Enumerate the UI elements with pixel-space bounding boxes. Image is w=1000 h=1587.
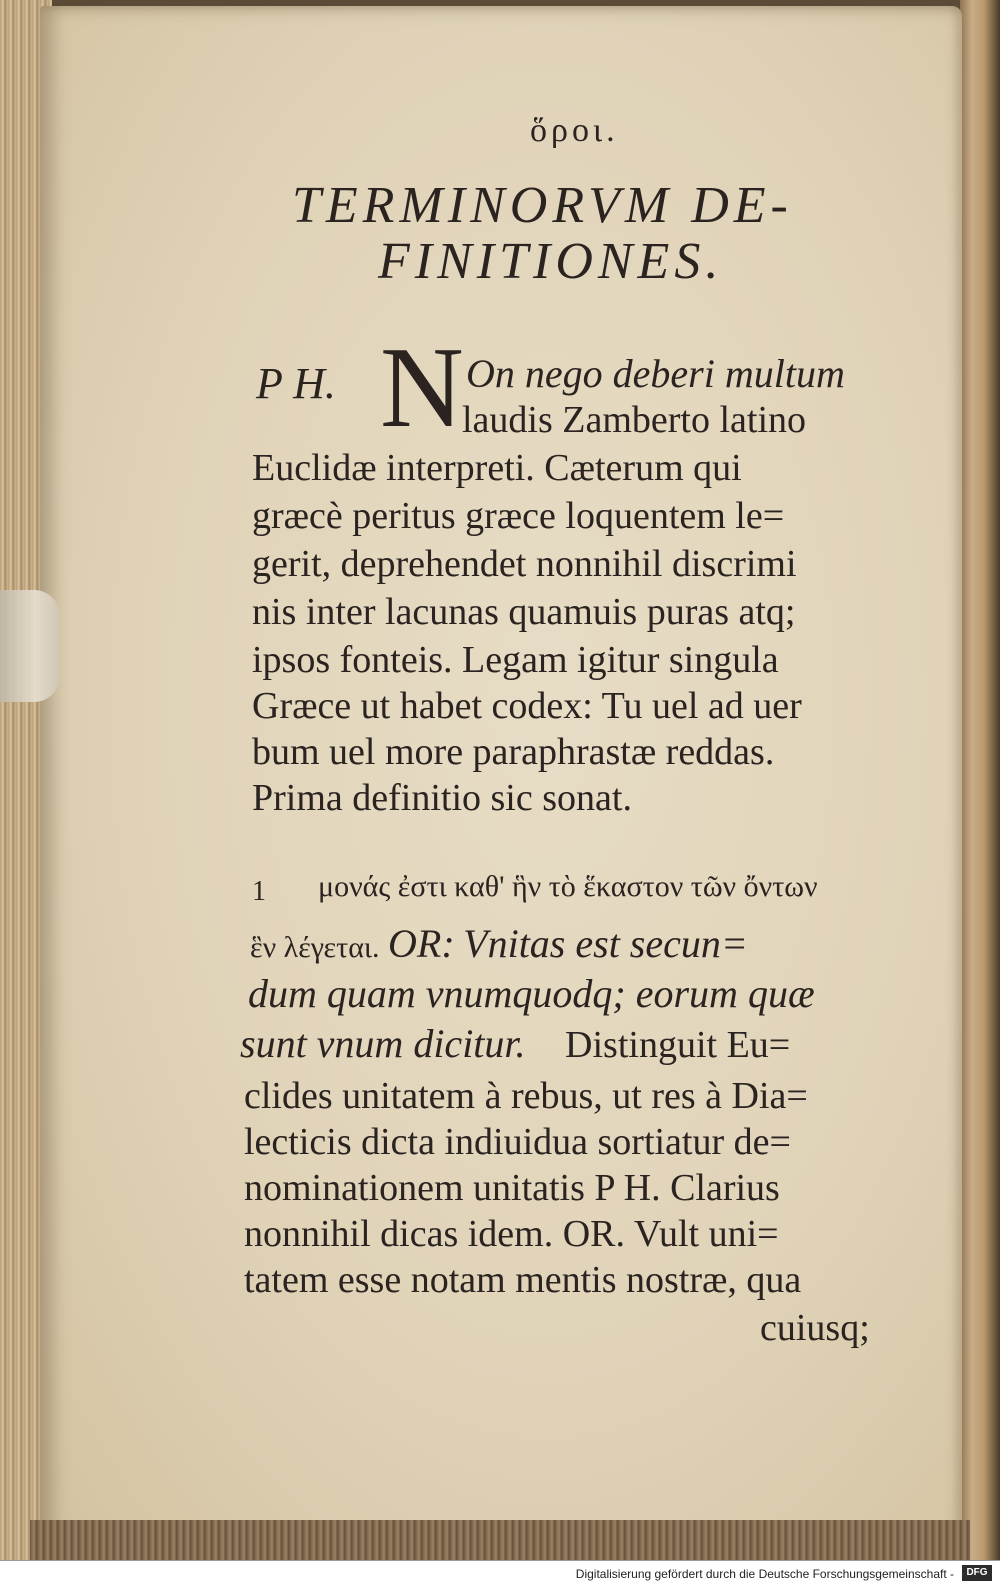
greek-line-1: μονάς ἐστι καθ' ἣν τὸ ἕκαστον τῶν ὄντων bbox=[318, 870, 818, 903]
footer-credit: Digitalisierung gefördert durch die Deutsche Forschungsgemeinschaft - bbox=[575, 1567, 954, 1581]
greek-latin-line bbox=[250, 920, 748, 967]
dialogue-line-2: laudis Zamberto latino bbox=[462, 399, 807, 441]
title-line-2: FINITIONES. bbox=[378, 233, 724, 290]
bookmark-tab bbox=[0, 590, 60, 702]
dfg-logo: DFG bbox=[962, 1565, 992, 1581]
comment-line: tatem esse notam mentis nostræ, qua bbox=[244, 1259, 802, 1301]
comment-line: nominationem unitatis P H. Clarius bbox=[244, 1167, 780, 1209]
dialogue-line-1: On nego deberi multum bbox=[466, 351, 845, 396]
definition-number: 1 bbox=[252, 876, 266, 907]
latin-definition-end: sunt vnum dicitur. bbox=[240, 1021, 526, 1066]
comment-line: nonnihil dicas idem. OR. Vult uni= bbox=[244, 1213, 779, 1255]
dialogue-line: græcè peritus græce loquentem le= bbox=[252, 495, 785, 537]
title-line-1: TERMINORVM DE- bbox=[292, 177, 793, 234]
comment-line: lecticis dicta indiuidua sortiatur de= bbox=[244, 1121, 791, 1163]
speaker-or: OR: bbox=[388, 921, 455, 966]
dialogue-line: ipsos fonteis. Legam igitur singula bbox=[252, 639, 779, 681]
catchword: cuiusq; bbox=[760, 1307, 870, 1349]
running-head: ὅρoι. bbox=[530, 112, 619, 149]
latin-definition-line: dum quam vnumquodq; eorum quæ bbox=[248, 971, 815, 1016]
drop-cap: N bbox=[380, 324, 464, 452]
dialogue-line: Græce ut habet codex: Tu uel ad uer bbox=[252, 685, 802, 727]
latin-definition-start: Vnitas est secun= bbox=[463, 921, 748, 966]
dialogue-line: Prima definitio sic sonat. bbox=[252, 777, 632, 819]
latin-comment-line bbox=[240, 1020, 790, 1067]
footer-bar bbox=[0, 1560, 1000, 1587]
dialogue-line: bum uel more paraphrastæ reddas. bbox=[252, 731, 775, 773]
bottom-page-edges bbox=[30, 1520, 970, 1560]
dialogue-line: Euclidæ interpreti. Cæterum qui bbox=[252, 447, 742, 489]
speaker-ph: P H. bbox=[256, 359, 336, 408]
comment-start: Distinguit Eu= bbox=[565, 1024, 791, 1066]
dialogue-line: gerit, deprehendet nonnihil discrimi bbox=[252, 543, 797, 585]
comment-line: clides unitatem à rebus, ut res à Dia= bbox=[244, 1075, 808, 1117]
right-book-edge bbox=[960, 0, 1000, 1560]
greek-line-2: ἓν λέγεται. bbox=[250, 931, 380, 964]
dialogue-line: nis inter lacunas quamuis puras atq; bbox=[252, 591, 796, 633]
